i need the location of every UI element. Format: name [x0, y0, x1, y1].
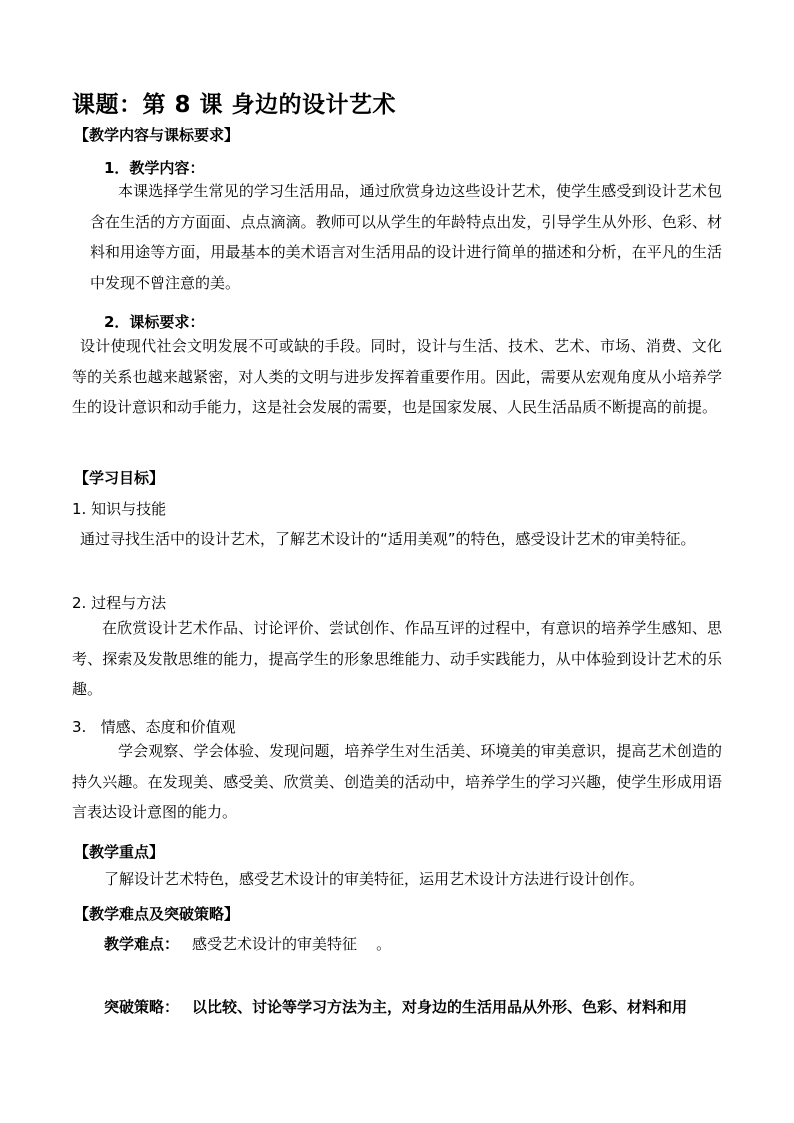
page-title: 课题：第 8 课 身边的设计艺术: [72, 92, 397, 118]
goal-label-process-methods: 2. 过程与方法: [72, 594, 167, 612]
difficulty-label: 教学难点：: [104, 935, 180, 953]
difficulty-text: 感受艺术设计的审美特征 。: [192, 935, 392, 953]
paragraph-teaching-content: 本课选择学生常见的学习生活用品，通过欣赏身边这些设计艺术，使学生感受到设计艺术包含在生活的方方面面、点点滴滴。教师可以从学生的年龄特点出发，引导学生从外形、色彩、材料和用途等方面，用最基本的美术语言对生活用品的设计进行简单的描述和分析，在平凡的生活中发现不曾注意的美。: [90, 182, 722, 292]
paragraph-process-methods: 在欣赏设计艺术作品、讨论评价、尝试创作、作品互评的过程中，有意识的培养学生感知、思考、探索及发散思维的能力，提高学生的形象思维能力、动手实践能力，从中体验到设计艺术的乐趣。: [72, 619, 722, 698]
paragraph-emotions-values: 学会观察、学会体验、发现问题，培养学生对生活美、环境美的审美意识，提高艺术创造的持久兴趣。在发现美、感受美、欣赏美、创造美的活动中，培养学生的学习兴趣，使学生形成用语言表达设计意图的能力。: [72, 742, 722, 821]
goal-label-knowledge-skills: 1. 知识与技能: [72, 500, 167, 518]
paragraph-focus: 了解设计艺术特色，感受艺术设计的审美特征，运用艺术设计方法进行设计创作。: [104, 870, 645, 888]
item-label-curriculum-requirements: 2．课标要求：: [104, 313, 205, 331]
paragraph-curriculum-requirements: 设计使现代社会文明发展不可或缺的手段。同时，设计与生活、技术、艺术、市场、消费、文化等的关系也越来越紧密，对人类的文明与进步发挥着重要作用。因此，需要从宏观角度从小培养学生的设计意识和动手能力，这是社会发展的需要，也是国家发展、人民生活品质不断提高的前提。: [72, 337, 722, 416]
section-heading-focus: 【教学重点】: [74, 843, 165, 861]
strategy-text: 以比较、讨论等学习方法为主，对身边的生活用品从外形、色彩、材料和用: [192, 998, 688, 1016]
goal-label-emotions-values: 3. 情感、态度和价值观: [72, 718, 236, 736]
section-heading-difficulty: 【教学难点及突破策略】: [74, 905, 240, 923]
item-label-teaching-content: 1．教学内容：: [104, 159, 205, 177]
section-heading-content: 【教学内容与课标要求】: [74, 126, 240, 144]
section-heading-goals: 【学习目标】: [74, 469, 165, 487]
strategy-label: 突破策略：: [104, 998, 180, 1016]
paragraph-knowledge-skills: 通过寻找生活中的设计艺术，了解艺术设计的“适用美观”的特色，感受设计艺术的审美特征。: [80, 530, 696, 548]
